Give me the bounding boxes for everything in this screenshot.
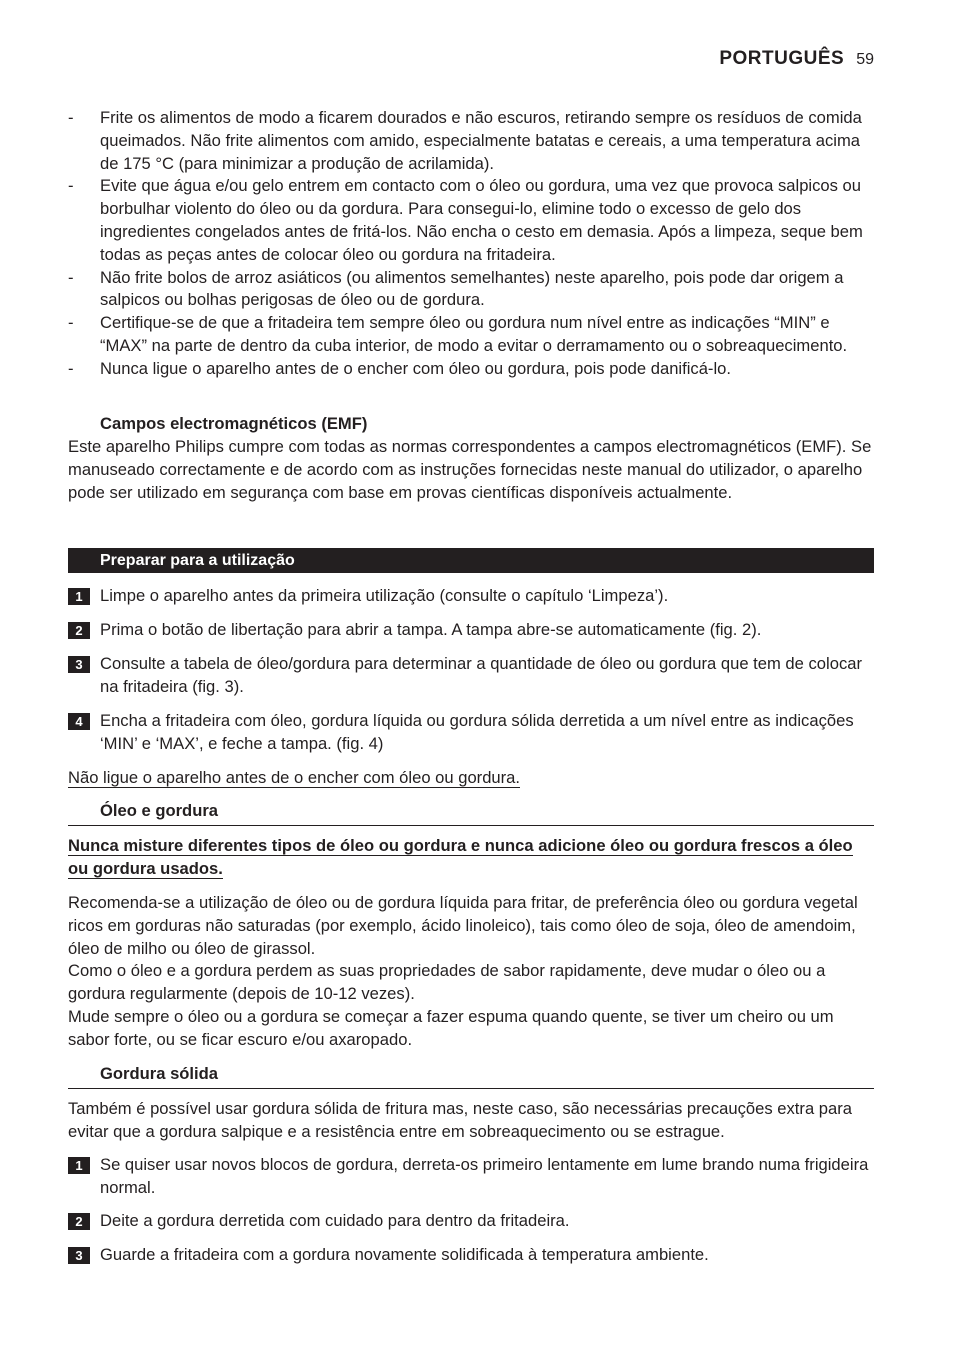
step-number: 3 <box>68 656 90 673</box>
prepare-step <box>68 710 874 756</box>
bullet-text: Nunca ligue o aparelho antes de o encher com óleo ou gordura, pois pode danificá-lo. <box>100 358 731 378</box>
bullet-item: - Frite os alimentos de modo a ficarem dourados e não escuros, retirando sempre os resíduos de comida queimados. Não frite alimentos com amido, especialmente batatas e cereais, a uma temperatura acima de 175 °C (para minimizar a produção de acrilamida). <box>68 108 862 173</box>
solid-step <box>68 1244 874 1267</box>
step-number: 2 <box>68 622 90 639</box>
step-number: 2 <box>68 1213 90 1230</box>
solid-intro: Também é possível usar gordura sólida de fritura mas, neste caso, são necessárias precauções extra para evitar que a gordura salpique e a resistência entre em sobreaquecimento ou se estrague. <box>68 1099 852 1141</box>
prepare-note <box>68 767 874 790</box>
bullet-text: Evite que água e/ou gelo entrem em contacto com o óleo ou gordura, uma vez que provoca salpicos ou borbulhar violento do óleo ou da gordura. Para consegui-lo, elimine todo o excesso de gelo dos ingredientes congelados antes de fritá-los. Não encha o cesto em demasia. Após a limpeza, seque bem todas as peças antes de colocar óleo ou gordura na fritadeira. <box>100 176 863 264</box>
step-number: 1 <box>68 588 90 605</box>
emf-heading: Campos electromagnéticos (EMF) <box>100 414 368 433</box>
step-text: Prima o botão de libertação para abrir a tampa. A tampa abre-se automaticamente (fig. 2). <box>100 620 762 639</box>
bullet-text: Certifique-se de que a fritadeira tem sempre óleo ou gordura num nível entre as indicações “MIN” e “MAX” na parte de dentro da cuba interior, de modo a evitar o derramamento ou o sobreaquecimento. <box>100 313 848 355</box>
oil-paragraph-3: Mude sempre o óleo ou a gordura se começar a fazer espuma quando quente, se tiver um cheiro ou um sabor forte, ou se ficar escuro e/ou axaropado. <box>68 1007 834 1049</box>
prepare-step <box>68 619 874 642</box>
bullet-item: - Certifique-se de que a fritadeira tem sempre óleo ou gordura num nível entre as indicações “MIN” e “MAX” na parte de dentro da cuba interior, de modo a evitar o derramamento ou o sobreaquecimento. <box>68 313 848 355</box>
bullet-list <box>68 107 874 381</box>
step-text: Deite a gordura derretida com cuidado para dentro da fritadeira. <box>100 1211 570 1230</box>
step-number: 4 <box>68 713 90 730</box>
oil-warning-text: Nunca misture diferentes tipos de óleo ou gordura e nunca adicione óleo ou gordura frescos a óleo ou gordura usados. <box>68 836 853 878</box>
oil-paragraph-2: Como o óleo e a gordura perdem as suas propriedades de sabor rapidamente, deve mudar o óleo ou a gordura regularmente (depois de 10-12 vezes). <box>68 961 826 1003</box>
step-text: Consulte a tabela de óleo/gordura para determinar a quantidade de óleo ou gordura que tem de colocar na fritadeira (fig. 3). <box>100 654 862 696</box>
section-bar-prepare: Preparar para a utilização <box>68 548 874 573</box>
solid-heading: Gordura sólida <box>68 1063 874 1089</box>
solid-step <box>68 1154 874 1200</box>
solid-step <box>68 1210 874 1233</box>
prepare-step <box>68 653 874 699</box>
prepare-note-text: Não ligue o aparelho antes de o encher com óleo ou gordura. <box>68 768 521 787</box>
bullet-item: - Evite que água e/ou gelo entrem em contacto com o óleo ou gordura, uma vez que provoca salpicos ou borbulhar violento do óleo ou da gordura. Para consegui-lo, elimine todo o excesso de gelo dos ingredientes congelados antes de fritá-los. Não encha o cesto em demasia. Após a limpeza, seque bem todas as peças antes de colocar óleo ou gordura na fritadeira. <box>68 176 863 264</box>
language-label: PORTUGUÊS <box>719 48 845 69</box>
step-text: Se quiser usar novos blocos de gordura, derreta-os primeiro lentamente em lume brando numa frigideira normal. <box>100 1155 869 1197</box>
step-text: Limpe o aparelho antes da primeira utilização (consulte o capítulo ‘Limpeza’). <box>100 586 669 605</box>
step-text: Encha a fritadeira com óleo, gordura líquida ou gordura sólida derretida a um nível entre as indicações ‘MIN’ e ‘MAX’, e feche a tampa. (fig. 4) <box>100 711 854 753</box>
prepare-step <box>68 585 874 608</box>
step-number: 1 <box>68 1157 90 1174</box>
bullet-text: Não frite bolos de arroz asiáticos (ou alimentos semelhantes) neste aparelho, pois pode dar origem a salpicos ou bolhas perigosas de óleo ou de gordura. <box>100 267 844 310</box>
oil-paragraph-1: Recomenda-se a utilização de óleo ou de gordura líquida para fritar, de preferência óleo ou gordura vegetal ricos em gorduras não saturadas (por exemplo, ácido linoleico), tais como óleo de soja, óleo de amendoim, óleo de milho ou óleo de girassol. <box>68 893 858 958</box>
bullet-item: - Não frite bolos de arroz asiáticos (ou alimentos semelhantes) neste aparelho, pois pode dar origem a salpicos ou bolhas perigosas de óleo ou de gordura. <box>68 267 844 310</box>
bullet-text: Frite os alimentos de modo a ficarem dourados e não escuros, retirando sempre os resíduos de comida queimados. Não frite alimentos com amido, especialmente batatas e cereais, a uma temperatura acima de 175 °C (para minimizar a produção de acrilamida). <box>100 108 862 173</box>
oil-warning <box>68 835 874 881</box>
emf-text: Este aparelho Philips cumpre com todas as normas correspondentes a campos electromagnéticos (EMF). Se manuseado correctamente e de acordo com as instruções fornecidas neste manual do utilizador, o aparelho pode ser utilizado em segurança com base em provas científicas disponíveis actualmente. <box>68 437 872 502</box>
step-number: 3 <box>68 1247 90 1264</box>
bullet-item: - Nunca ligue o aparelho antes de o encher com óleo ou gordura, pois pode danificá-lo. <box>68 358 731 378</box>
page-header <box>719 48 874 74</box>
oil-heading: Óleo e gordura <box>68 800 874 826</box>
page-number: 59 <box>856 51 874 68</box>
step-text: Guarde a fritadeira com a gordura novamente solidificada à temperatura ambiente. <box>100 1245 709 1264</box>
